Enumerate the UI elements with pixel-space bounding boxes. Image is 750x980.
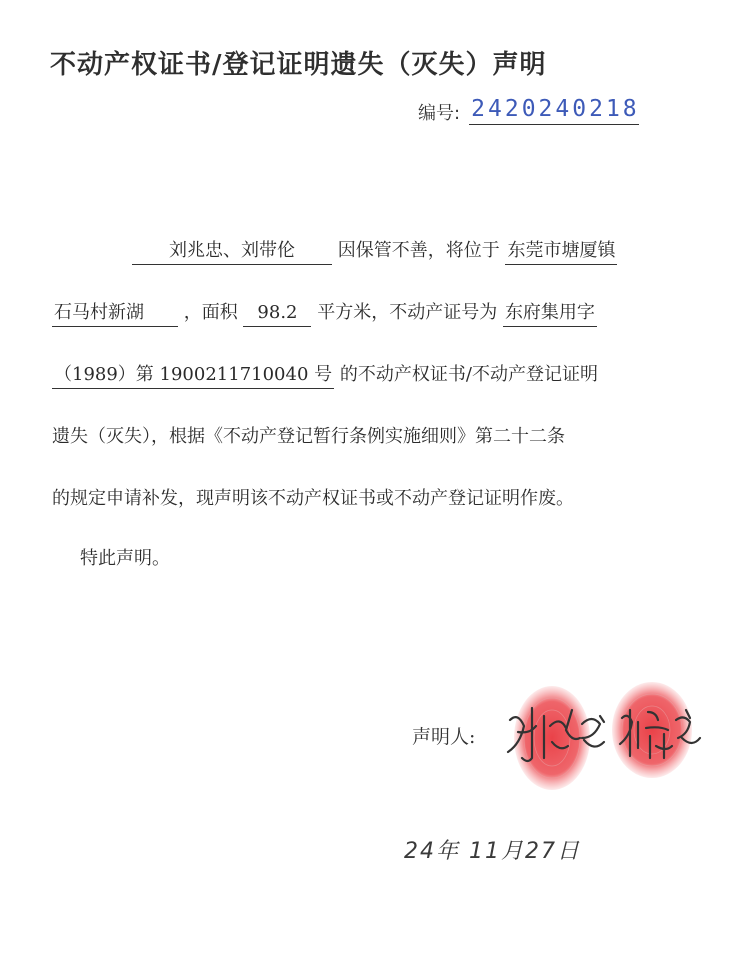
location-part-2: 石马村新湖 (52, 300, 178, 327)
statement-line-5: 的规定申请补发，现声明该不动产权证书或不动产登记证明作废。 (52, 488, 574, 509)
declarant-label: 声明人: (412, 726, 476, 748)
handwritten-date: 24年 11月27日 (404, 839, 581, 864)
cert-number-part-2: （1989）第 1900211710040 号 (52, 362, 334, 389)
cert-number-part-1: 东府集用字 (503, 300, 597, 327)
statement-line-3 (52, 360, 598, 390)
serial-label: 编号: (418, 103, 461, 124)
serial-value: 2420240218 (469, 94, 639, 125)
signature-area (480, 680, 710, 800)
fingerprint-2 (612, 682, 692, 778)
reason-text: 因保管不善，将位于 (337, 240, 500, 261)
applicant-names: 刘兆忠、刘带伦 (132, 238, 332, 265)
area-unit: 平方米，不动产证号为 (317, 302, 498, 323)
line-3-rest: 的不动产权证书/不动产登记证明 (339, 364, 598, 385)
closing-text: 特此声明。 (80, 548, 170, 569)
statement-line-4: 遗失（灭失），根据《不动产登记暂行条例实施细则》第二十二条 (52, 426, 565, 447)
area-prefix: ，面积 (183, 302, 238, 323)
document-title: 不动产权证书/登记证明遗失（灭失）声明 (50, 50, 547, 80)
statement-line-1 (132, 236, 617, 266)
statement-line-2 (52, 298, 597, 328)
location-part-1: 东莞市塘厦镇 (505, 238, 617, 265)
serial-number (418, 94, 639, 125)
area-value: 98.2 (243, 300, 311, 327)
